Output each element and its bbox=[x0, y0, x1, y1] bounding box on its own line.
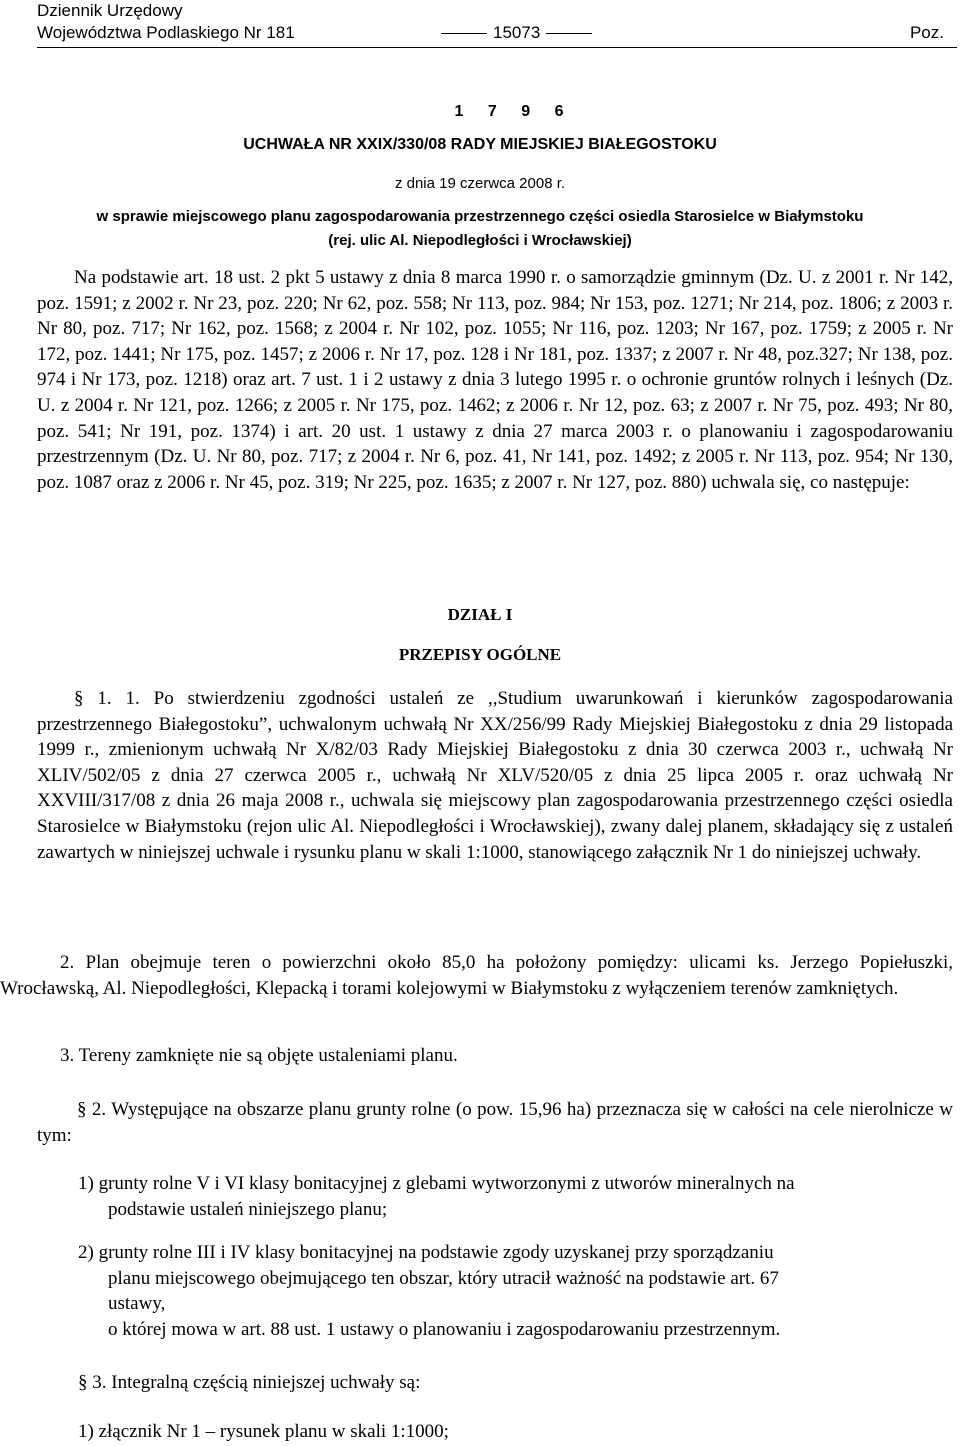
list-item-line: podstawie ustaleń niniejszego planu; bbox=[108, 1198, 388, 1220]
page-number bbox=[435, 22, 598, 44]
paragraph-2-text: § 2. Występujące na obszarze planu grunty rolne (o pow. 15,96 ha) przeznacza się w całości na cele nierolnicze w tym: bbox=[37, 1099, 953, 1146]
resolution-date: z dnia 19 czerwca 2008 r. bbox=[394, 175, 566, 192]
paragraph-1-point-2-text: 2. Plan obejmuje teren o powierzchni około 85,0 ha położony pomiędzy: ulicami ks. Jerzego Popiełuszki, Wrocławską, Al. Niepodległości, Klepacką i torami kolejowymi w Białymstoku z wyłączeniem terenów zamkniętych. bbox=[0, 952, 953, 999]
resolution-subject-line2: (rej. ulic Al. Niepodległości i Wrocławskiej) bbox=[328, 232, 632, 249]
journal-title: Dziennik Urzędowy bbox=[37, 1, 183, 20]
legal-basis-text: Na podstawie art. 18 ust. 2 pkt 5 ustawy z dnia 8 marca 1990 r. o samorządzie gminnym (Dz. U. z 2001 r. Nr 142, poz. 1591; z 2002 r. Nr 23, poz. 220; Nr 62, poz. 558; Nr 113, poz. 984; Nr 153, poz. 1271; Nr 214, poz. 1806; z 2003 r. Nr 80, poz. 717; Nr 162, poz. 1568; z 2004 r. Nr 102, poz. 1055; Nr 116, poz. 1203; Nr 167, poz. 1759; z 2005 r. Nr 172, poz. 1441; Nr 175, poz. 1457; z 2006 r. Nr 17, poz. 128 i Nr 181, poz. 1337; z 2007 r. Nr 48, poz.327; Nr 138, poz. 974 i Nr 173, poz. 1218) oraz art. 7 ust. 1 i 2 ustawy z dnia 3 lutego 1995 r. o ochronie gruntów rolnych i leśnych (Dz. U. z 2004 r. Nr 121, poz. 1266; z 2005 r. Nr 175, poz. 1462; z 2006 r. Nr 12, poz. 63; z 2007 r. Nr 75, poz. 493; Nr 80, poz. 541; Nr 191, poz. 1374) i art. 20 ust. 1 ustawy z dnia 27 marca 2003 r. o planowaniu i zagospodarowaniu przestrzennym (Dz. U. Nr 80, poz. 717; z 2004 r. Nr 6, poz. 41, Nr 141, poz. 1492; z 2005 r. Nr 113, poz. 954; Nr 130, poz. 1087 oraz z 2006 r. Nr 45, poz. 319; Nr 225, poz. 1635; z 2007 r. Nr 127, poz. 880) uchwala się, co następuje: bbox=[37, 267, 953, 493]
section-title: PRZEPISY OGÓLNE bbox=[398, 645, 562, 664]
header-rule bbox=[37, 47, 957, 48]
paragraph-3: § 3. Integralną częścią niniejszej uchwały są: bbox=[78, 1372, 421, 1393]
act-number: 1 7 9 6 bbox=[454, 103, 574, 120]
list-item: 1) złącznik Nr 1 – rysunek planu w skali 1:1000; bbox=[78, 1421, 449, 1442]
list-item bbox=[78, 1240, 954, 1342]
list-item bbox=[78, 1171, 954, 1222]
paragraph-1 bbox=[37, 686, 953, 865]
position-label: Poz. bbox=[909, 23, 944, 42]
list-item-line: ustawy, bbox=[108, 1293, 166, 1315]
legal-basis-paragraph bbox=[37, 265, 953, 495]
section-number: DZIAŁ I bbox=[447, 605, 513, 624]
paragraph-1-point-3: 3. Tereny zamknięte nie są objęte ustaleniami planu. bbox=[60, 1045, 458, 1066]
journal-issue: Województwa Podlaskiego Nr 181 bbox=[37, 23, 295, 42]
list-item-line: planu miejscowego obejmującego ten obszar, który utracił ważność na podstawie art. 67 bbox=[108, 1267, 779, 1289]
list-item-line: 1) grunty rolne V i VI klasy bonitacyjnej z glebami wytworzonymi z utworów mineralnych na bbox=[78, 1173, 795, 1194]
resolution-subject-line1: w sprawie miejscowego planu zagospodarowania przestrzennego części osiedla Starosielce w Białymstoku bbox=[96, 208, 864, 225]
paragraph-1-point-2 bbox=[0, 950, 953, 1001]
page-number-value: 15073 bbox=[493, 23, 541, 42]
paragraph-2 bbox=[37, 1097, 953, 1148]
resolution-heading: UCHWAŁA NR XXIX/330/08 RADY MIEJSKIEJ BIAŁEGOSTOKU bbox=[243, 136, 717, 153]
paragraph-1-text: § 1. 1. Po stwierdzeniu zgodności ustaleń ze ,,Studium uwarunkowań i kierunków zagospodarowania przestrzennego Białegostoku”, uchwalonym uchwałą Nr XX/256/99 Rady Miejskiej Białegostoku z dnia 29 listopada 1999 r., zmienionym uchwałą Nr X/82/03 Rady Miejskiej Białegostoku z dnia 30 czerwca 2003 r., uchwałą Nr XLIV/502/05 z dnia 27 czerwca 2005 r., uchwałą Nr XLV/520/05 z dnia 25 lipca 2005 r. oraz uchwałą Nr XXVIII/317/08 z dnia 26 maja 2008 r., uchwala się miejscowy plan zagospodarowania przestrzennego części osiedla Starosielce w Białymstoku (rejon ulic Al. Niepodległości i Wrocławskiej), zwany dalej planem, składający się z ustaleń zawartych w niniejszej uchwale i rysunku planu w skali 1:1000, stanowiącego załącznik Nr 1 do niniejszej uchwały. bbox=[37, 688, 953, 863]
list-item-line: 2) grunty rolne III i IV klasy bonitacyjnej na podstawie zgody uzyskanej przy sporządzaniu bbox=[78, 1242, 774, 1263]
list-item-line: o której mowa w art. 88 ust. 1 ustawy o planowaniu i zagospodarowaniu przestrzennym. bbox=[108, 1318, 781, 1340]
